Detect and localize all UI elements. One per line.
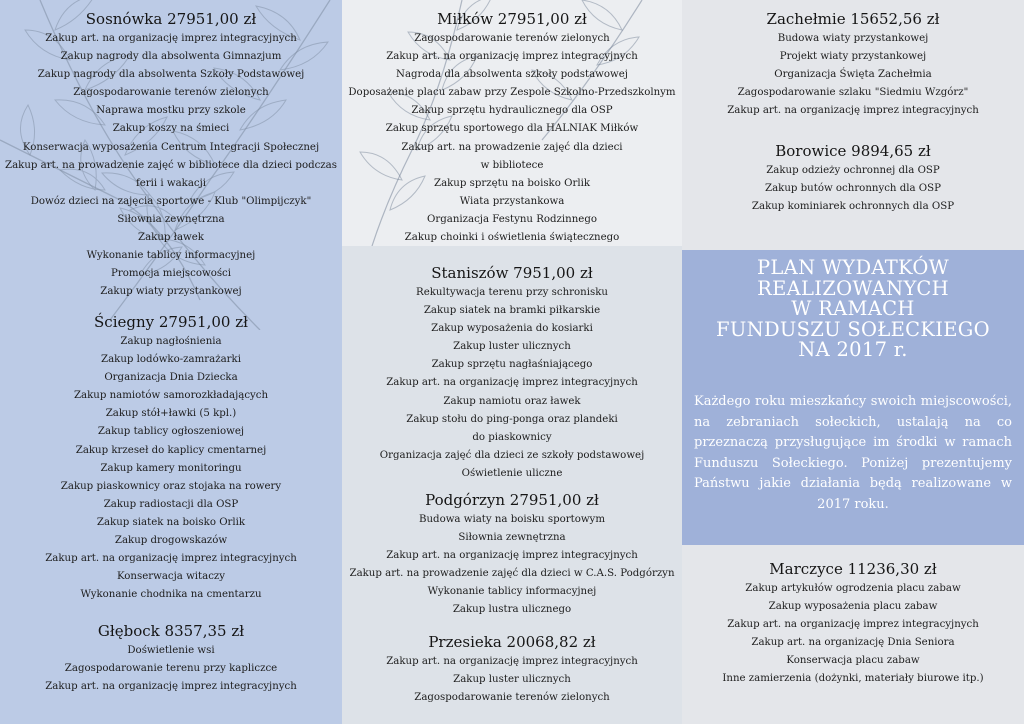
- list-item: Zakup choinki i oświetlenia świątecznego: [404, 232, 620, 244]
- list-item: Promocja miejscowości: [110, 268, 232, 280]
- list-item: Doświetlenie wsi: [127, 645, 215, 656]
- list-item: Nagroda dla absolwenta szkoły podstawowej: [396, 69, 628, 81]
- list-item: Zakup nagłośnienia: [120, 336, 222, 347]
- list-item: Zakup lustra ulicznego: [452, 604, 572, 616]
- list-item: Zakup siatek na boisko Orlik: [96, 516, 246, 528]
- list-item: Siłownia zewnętrzna: [117, 213, 225, 225]
- list-item: Zakup tablicy ogłoszeniowej: [97, 426, 245, 438]
- list-item: Zakup wyposażenia do kosiarki: [431, 323, 593, 335]
- plan-title-box: [682, 250, 1024, 545]
- village-heading: Miłków 27951,00 zł: [437, 10, 587, 28]
- village-sosnowka: [0, 10, 342, 301]
- list-item: Zakup nagrody dla absolwenta Gimnazjum: [60, 51, 282, 63]
- list-item: Wykonanie tablicy informacyjnej: [427, 586, 597, 598]
- list-item: Zakup art. na organizację imprez integracyjnych: [45, 681, 297, 693]
- list-item: Zakup drogowskazów: [114, 535, 228, 547]
- list-item: Zakup luster ulicznych: [453, 674, 571, 686]
- village-staniszow: [342, 264, 682, 483]
- list-item: Zakup wiaty przystankowej: [100, 286, 242, 298]
- village-heading: Głębock 8357,35 zł: [97, 622, 245, 640]
- plan-title-line: NA 2017 r.: [798, 338, 908, 361]
- list-item: Zakup sprzętu sportowego dla HALNIAK Miłków: [385, 123, 639, 135]
- list-item: Zakup sprzętu hydraulicznego dla OSP: [411, 105, 613, 117]
- list-item: Zakup art. na prowadzenie zajęć w bibliotece dla dzieci podczas: [5, 159, 337, 171]
- list-item: Zakup krzeseł do kaplicy cmentarnej: [75, 444, 267, 456]
- list-item: Zakup ławek: [138, 232, 204, 244]
- list-item: Konserwacja wyposażenia Centrum Integracji Społecznej: [22, 141, 320, 153]
- list-item: Zakup sprzętu nagłaśniającego: [431, 359, 593, 371]
- list-item: Zakup art. na organizację imprez integracyjnych: [386, 51, 638, 63]
- list-item: Naprawa mostku przy szkole: [96, 105, 246, 117]
- village-milkow: [342, 10, 682, 247]
- village-zachelmie: [682, 10, 1024, 120]
- list-item: Zakup odzieży ochronnej dla OSP: [766, 165, 940, 176]
- village-heading: Zachełmie 15652,56 zł: [766, 10, 940, 28]
- village-sciegny: [0, 313, 342, 604]
- list-item: Doposażenie placu zabaw przy Zespole Szkolno-Przedszkolnym: [348, 87, 676, 99]
- list-item: Zagospodarowanie terenów zielonych: [414, 692, 610, 704]
- village-przesieka: [342, 633, 682, 707]
- list-item: Zakup kamery monitoringu: [100, 462, 242, 474]
- list-item: Zakup stołu do ping-ponga oraz plandeki: [406, 413, 618, 425]
- village-marczyce: [682, 560, 1024, 689]
- plan-title: [682, 258, 1024, 361]
- list-item: Zakup art. na organizację imprez integracyjnych: [727, 619, 979, 631]
- list-item: Zakup lodówko-zamrażarki: [101, 354, 241, 366]
- village-podgorzyn: [342, 491, 682, 620]
- list-item: Zakup sprzętu na boisko Orlik: [433, 177, 591, 189]
- list-item: Organizacja Festynu Rodzinnego: [427, 213, 597, 225]
- list-item: Zakup art. na prowadzenie zajęć dla dzieci: [401, 141, 623, 153]
- list-item: Oświetlenie uliczne: [461, 467, 563, 479]
- list-item: Zagospodarowanie terenów zielonych: [73, 87, 269, 99]
- list-item: Konserwacja placu zabaw: [786, 655, 920, 667]
- list-item: Projekt wiaty przystankowej: [779, 51, 927, 63]
- list-item: Zakup art. na organizację imprez integracyjnych: [727, 105, 979, 117]
- village-glebock: [0, 622, 342, 696]
- list-item: Zakup piaskownicy oraz stojaka na rowery: [60, 480, 282, 492]
- list-item: Zakup radiostacji dla OSP: [103, 498, 239, 510]
- list-item: Siłownia zewnętrzna: [458, 532, 566, 544]
- list-item: Rekultywacja terenu przy schronisku: [416, 287, 608, 298]
- list-item: Dowóz dzieci na zajęcia sportowe - Klub "Olimpijczyk": [30, 195, 312, 207]
- list-item: Zakup wyposażenia placu zabaw: [768, 601, 938, 613]
- list-item: Zakup koszy na śmieci: [112, 123, 230, 135]
- list-item: Zakup nagrody dla absolwenta Szkoły Podstawowej: [37, 69, 305, 81]
- village-heading: Przesieka 20068,82 zł: [428, 633, 596, 651]
- list-item: Inne zamierzenia (dożynki, materiały biurowe itp.): [722, 673, 984, 685]
- list-item: Organizacja zajęć dla dzieci ze szkoły podstawowej: [379, 449, 645, 461]
- list-item: Zakup namiotu oraz ławek: [443, 395, 581, 407]
- list-item: Zakup art. na organizację imprez integracyjnych: [45, 553, 297, 565]
- village-heading: Sosnówka 27951,00 zł: [85, 10, 257, 28]
- village-heading: Podgórzyn 27951,00 zł: [425, 491, 599, 509]
- list-item: Organizacja Dnia Dziecka: [104, 372, 238, 384]
- plan-title-line: REALIZOWANYCH: [757, 276, 949, 300]
- list-item: do piaskownicy: [472, 431, 552, 443]
- village-borowice: [682, 142, 1024, 216]
- list-item: Zakup art. na organizację imprez integracyjnych: [45, 33, 297, 44]
- list-item: Zakup namiotów samorozkładających: [73, 390, 269, 402]
- village-heading: Borowice 9894,65 zł: [775, 142, 931, 160]
- plan-title-line: FUNDUSZU SOŁECKIEGO: [716, 317, 990, 341]
- list-item: Zakup art. na prowadzenie zajęć dla dzieci w C.A.S. Podgórzyn: [349, 568, 675, 580]
- list-item: Wykonanie chodnika na cmentarzu: [80, 589, 262, 601]
- list-item: Zakup art. na organizację imprez integracyjnych: [386, 656, 638, 667]
- list-item: Organizacja Święta Zachełmia: [774, 69, 932, 81]
- village-heading: Staniszów 7951,00 zł: [431, 264, 593, 282]
- plan-title-line: W RAMACH: [791, 297, 915, 320]
- plan-title-line: PLAN WYDATKÓW: [757, 256, 949, 279]
- list-item: Budowa wiaty przystankowej: [777, 33, 929, 44]
- plan-intro-text: Każdego roku mieszkańcy swoich miejscowości, na zebraniach sołeckich, ustalają na co przeznaczą przysługujące im środki w ramach Funduszu Sołeckiego. Poniżej prezentujemy Państwu jakie działania będą realizowane w 2017 roku.: [694, 394, 1012, 512]
- list-item: Zakup butów ochronnych dla OSP: [765, 183, 941, 195]
- list-item: Zakup stół+ławki (5 kpl.): [105, 408, 237, 420]
- list-item: Zakup artykułów ogrodzenia placu zabaw: [745, 583, 961, 594]
- list-item: Wykonanie tablicy informacyjnej: [86, 250, 256, 262]
- list-item: Wiata przystankowa: [459, 195, 565, 207]
- village-heading: Marczyce 11236,30 zł: [769, 560, 937, 578]
- list-item: Zagospodarowanie terenu przy kapliczce: [64, 663, 278, 675]
- village-heading: Ściegny 27951,00 zł: [94, 313, 248, 331]
- list-item: Zakup art. na organizację imprez integracyjnych: [386, 377, 638, 389]
- list-item: Zakup luster ulicznych: [453, 341, 571, 353]
- list-item: Zakup siatek na bramki piłkarskie: [423, 305, 601, 317]
- list-item: Zagospodarowanie terenów zielonych: [414, 33, 610, 44]
- list-item: Zakup kominiarek ochronnych dla OSP: [751, 201, 955, 213]
- list-item: Budowa wiaty na boisku sportowym: [419, 514, 605, 525]
- list-item: Zakup art. na organizację Dnia Seniora: [751, 637, 955, 649]
- list-item: Konserwacja witaczy: [116, 571, 226, 583]
- list-item: Zakup art. na organizację imprez integracyjnych: [386, 550, 638, 562]
- list-item: ferii i wakacji: [135, 177, 207, 189]
- list-item: w bibliotece: [480, 159, 544, 171]
- list-item: Zagospodarowanie szlaku "Siedmiu Wzgórz": [737, 87, 969, 99]
